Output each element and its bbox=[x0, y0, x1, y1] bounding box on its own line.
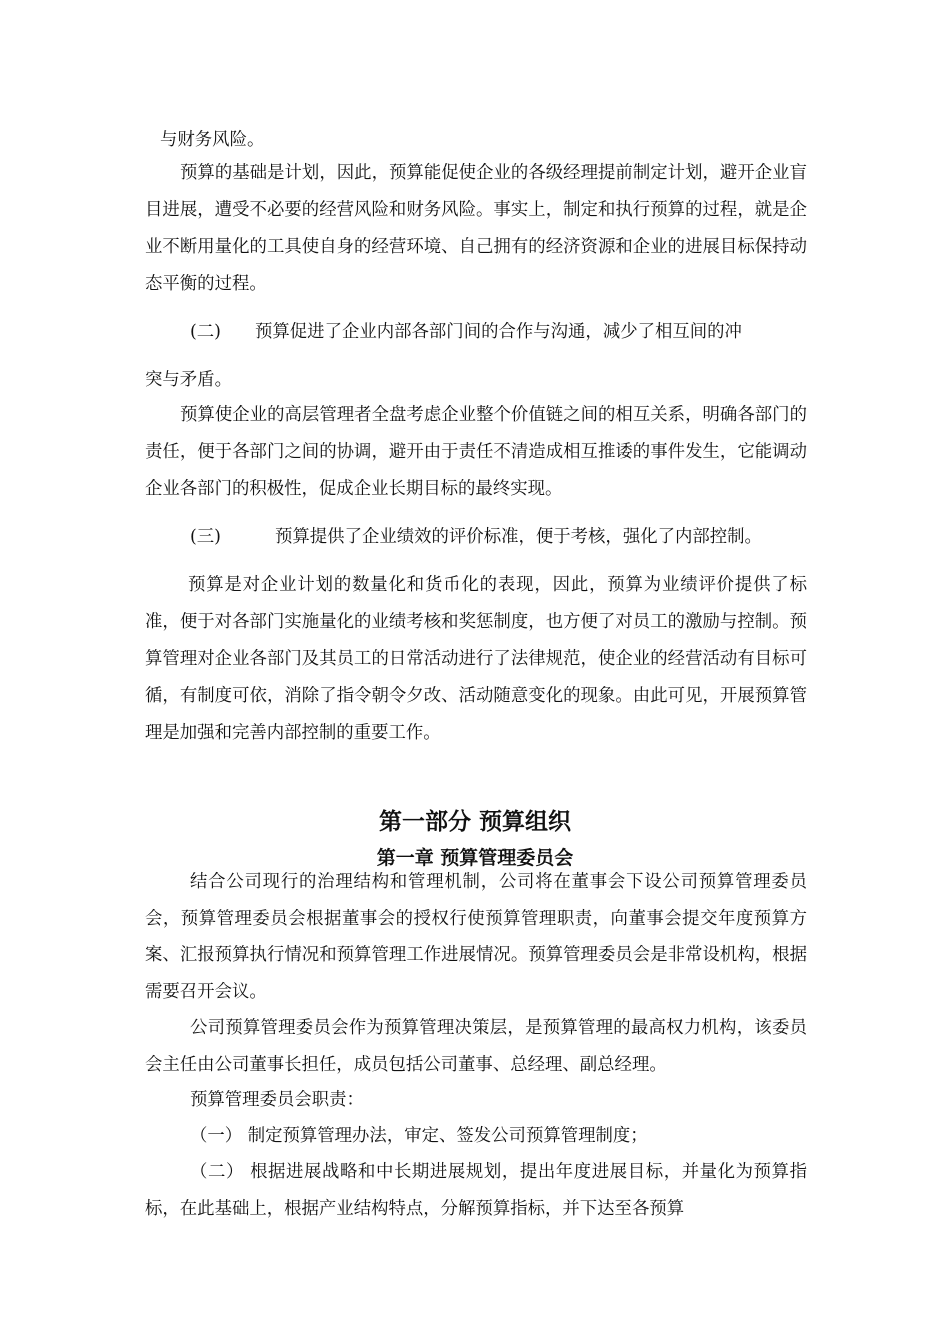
duty-item-1: （一） 制定预算管理办法，审定、签发公司预算管理制度； bbox=[190, 1126, 648, 1146]
paragraph-value-chain: 预算使企业的高层管理者全盘考虑企业整个价值链之间的相互关系，明确各部门的责任，便于各部门之间的协调，避开由于责任不清造成相互推诿的事件发生，它能调动企业各部门的积极性，促成企业长期目标的最终实现。 bbox=[145, 405, 807, 499]
list-item-2-continuation: 突与矛盾。 bbox=[145, 370, 232, 390]
chapter-heading: 第一章 预算管理委员会 bbox=[376, 847, 574, 869]
paragraph-evaluation-standard: 预算是对企业计划的数量化和货币化的表现，因此，预算为业绩评价提供了标准，便于对各部门实施量化的业绩考核和奖惩制度，也方便了对员工的激励与控制。预算管理对企业各部门及其员工的日常活动进行了法律规范，使企业的经营活动有目标可循，有制度可依，消除了指令朝令夕改、活动随意变化的现象。由此可见，开展预算管理是加强和完善内部控制的重要工作。 bbox=[145, 575, 807, 743]
part-heading: 第一部分 预算组织 bbox=[378, 808, 571, 835]
paragraph-plan-basis: 预算的基础是计划，因此，预算能促使企业的各级经理提前制定计划，避开企业盲目进展，遭受不必要的经营风险和财务风险。事实上，制定和执行预算的过程，就是企业不断用量化的工具使自身的经营环境、自己拥有的经济资源和企业的进展目标保持动态平衡的过程。 bbox=[145, 163, 807, 294]
list-item-text: 预算促进了企业内部各部门间的合作与沟通，减少了相互间的冲 bbox=[255, 322, 742, 342]
list-item-number: (二) bbox=[190, 322, 221, 342]
list-item-number: (三) bbox=[190, 527, 221, 547]
paragraph-committee-setup: 结合公司现行的治理结构和管理机制，公司将在董事会下设公司预算管理委员会，预算管理委员会根据董事会的授权行使预算管理职责，向董事会提交年度预算方案、汇报预算执行情况和预算管理工作进展情况。预算管理委员会是非常设机构，根据需要召开会议。 bbox=[145, 872, 807, 1002]
list-item-text: 预算提供了企业绩效的评价标准，便于考核，强化了内部控制。 bbox=[275, 527, 762, 547]
duty-item-2: （二） 根据进展战略和中长期进展规划，提出年度进展目标，并量化为预算指标，在此基础上，根据产业结构特点，分解预算指标，并下达至各预算 bbox=[145, 1162, 807, 1219]
paragraph-committee-role: 公司预算管理委员会作为预算管理决策层，是预算管理的最高权力机构，该委员会主任由公司董事长担任，成员包括公司董事、总经理、副总经理。 bbox=[145, 1018, 807, 1075]
paragraph-duties-intro: 预算管理委员会职责： bbox=[190, 1090, 364, 1110]
paragraph-continuation: 与财务风险。 bbox=[160, 130, 265, 150]
